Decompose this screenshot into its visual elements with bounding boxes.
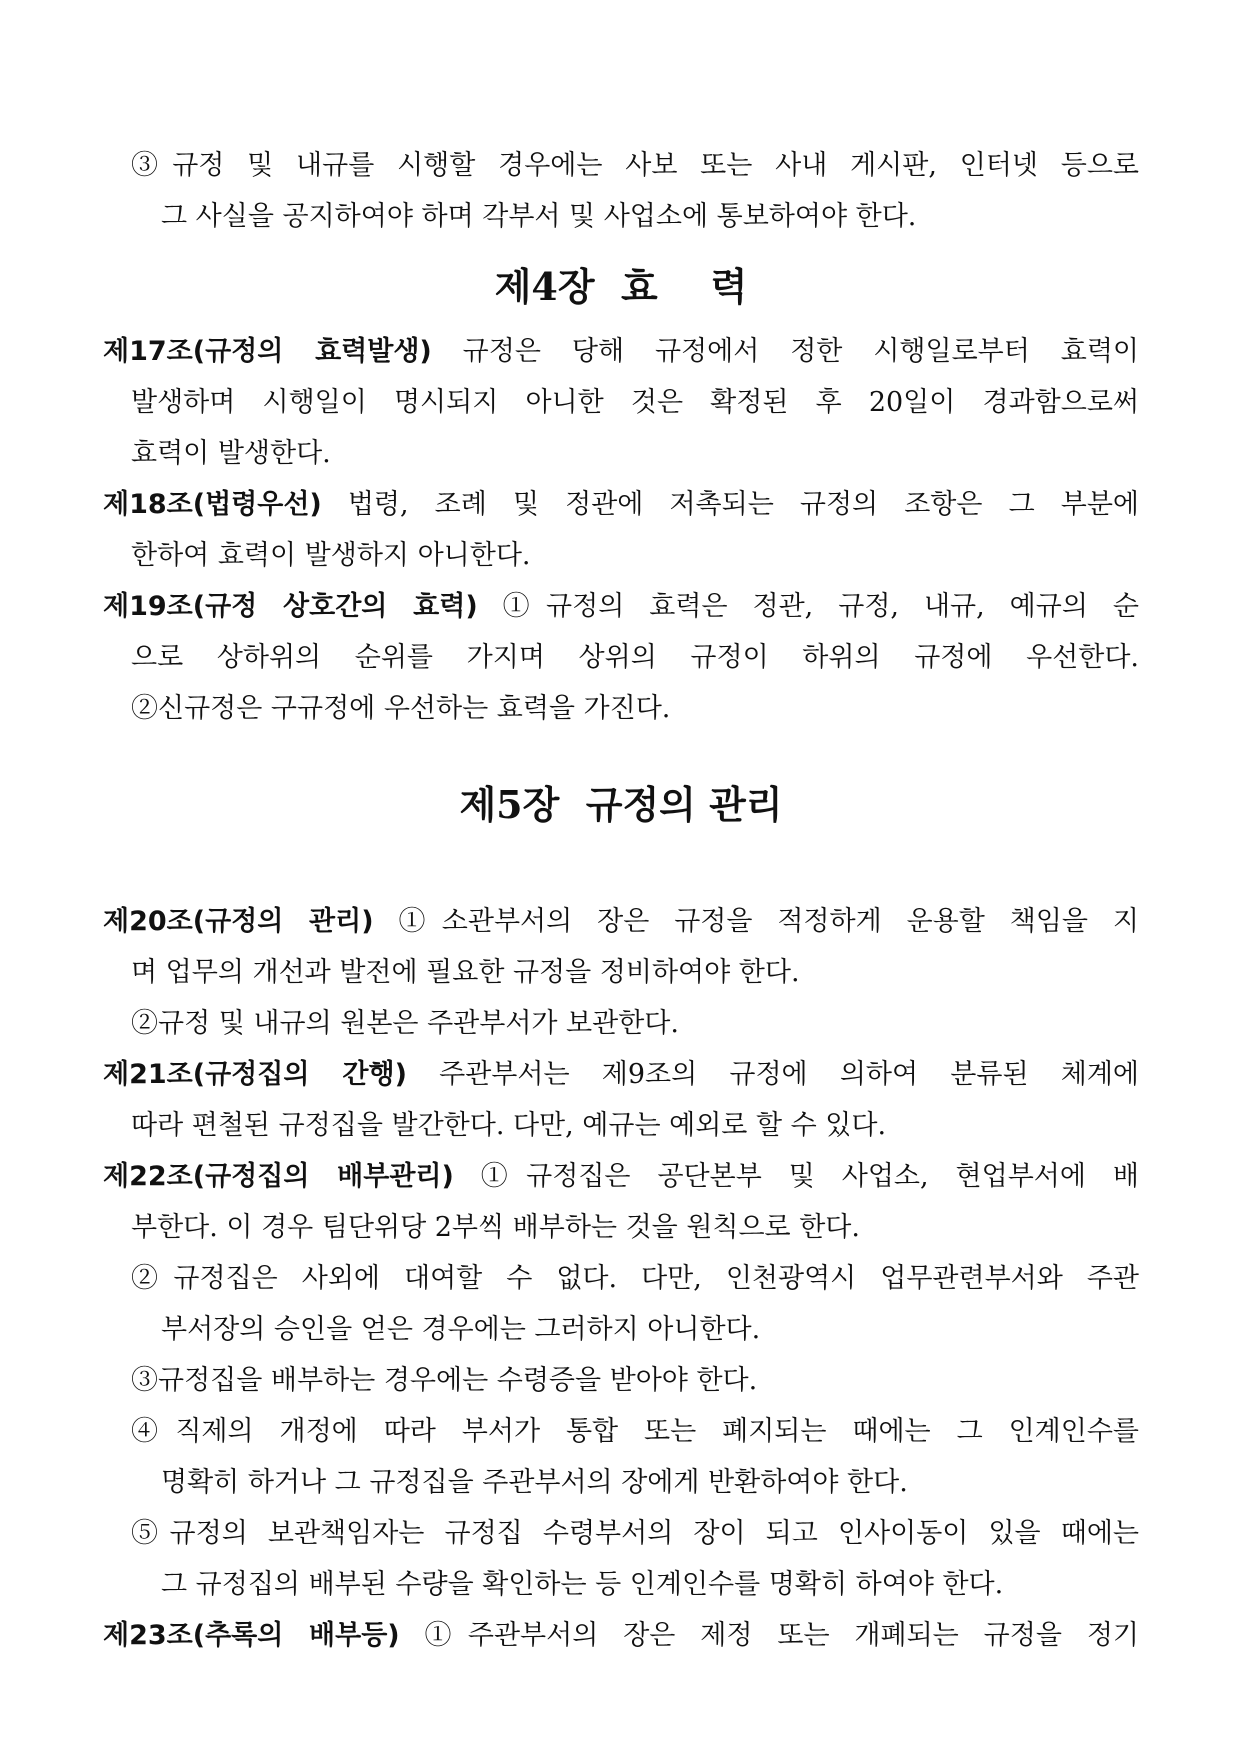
article-19-text-1: ①규정의 효력은 정관, 규정, 내규, 예규의 순 [477, 591, 1139, 622]
article-22-line-2: 부한다. 이 경우 팀단위당 2부씩 배부하는 것을 원칙으로 한다. [131, 1212, 860, 1243]
intro-clause [103, 140, 1139, 242]
article-19 [103, 581, 1139, 734]
article-18-heading: 제18조(법령우선) [103, 489, 322, 520]
article-19-line-1 [103, 581, 1139, 632]
article-17 [103, 326, 1139, 479]
article-22-clause-2-line-1: ②규정집은 사외에 대여할 수 없다. 다만, 인천광역시 업무관련부서와 주관 [131, 1263, 1139, 1294]
article-20-heading: 제20조(규정의 관리) [103, 906, 374, 937]
article-22-heading: 제22조(규정집의 배부관리) [103, 1161, 454, 1192]
article-18-text-1: 법령, 조례 및 정관에 저촉되는 규정의 조항은 그 부분에 [321, 489, 1139, 520]
article-23-line-1 [103, 1610, 1139, 1661]
article-20-line-1 [103, 896, 1139, 947]
article-17-heading: 제17조(규정의 효력발생) [103, 336, 432, 367]
article-21 [103, 1049, 1139, 1151]
article-22-clause-5-line-2: 그 규정집의 배부된 수량을 확인하는 등 인계인수를 명확히 하여야 한다. [161, 1569, 1004, 1600]
article-17-line-2: 발생하며 시행일이 명시되지 아니한 것은 확정된 후 20일이 경과함으로써 [131, 387, 1139, 418]
article-21-heading: 제21조(규정집의 간행) [103, 1059, 407, 1090]
article-20-text-1: ①소관부서의 장은 규정을 적정하게 운용할 책임을 지 [373, 906, 1139, 937]
article-17-line-1 [103, 326, 1139, 377]
article-20-line-3: ②규정 및 내규의 원본은 주관부서가 보관한다. [131, 1008, 679, 1039]
article-22-clause-2-line-2: 부서장의 승인을 얻은 경우에는 그러하지 아니한다. [161, 1314, 761, 1345]
article-17-text-1: 규정은 당해 규정에서 정한 시행일로부터 효력이 [431, 336, 1140, 367]
article-22 [103, 1151, 1139, 1610]
article-18-line-1 [103, 479, 1139, 530]
article-19-line-3: ②신규정은 구규정에 우선하는 효력을 가진다. [131, 693, 671, 724]
article-22-clause-4-line-2: 명확히 하거나 그 규정집을 주관부서의 장에게 반환하여야 한다. [161, 1467, 908, 1498]
article-22-clause-3-line-1: ③규정집을 배부하는 경우에는 수령증을 받아야 한다. [131, 1365, 758, 1396]
article-18 [103, 479, 1139, 581]
chapter-5-title: 제5장 규정의 관리 [459, 782, 783, 827]
article-22-clause-4-line-1: ④직제의 개정에 따라 부서가 통합 또는 폐지되는 때에는 그 인계인수를 [131, 1416, 1139, 1447]
article-22-text-1: ①규정집은 공단본부 및 사업소, 현업부서에 배 [453, 1161, 1139, 1192]
article-20-line-2: 며 업무의 개선과 발전에 필요한 규정을 정비하여야 한다. [131, 957, 800, 988]
intro-line-1: ③규정 및 내규를 시행할 경우에는 사보 또는 사내 게시판, 인터넷 등으로 [131, 150, 1139, 181]
article-20 [103, 896, 1139, 1049]
article-23 [103, 1610, 1139, 1661]
article-21-line-2: 따라 편철된 규정집을 발간한다. 다만, 예규는 예외로 할 수 있다. [131, 1110, 887, 1141]
article-19-heading: 제19조(규정 상호간의 효력) [103, 591, 478, 622]
article-19-line-2: 으로 상하위의 순위를 가지며 상위의 규정이 하위의 규정에 우선한다. [131, 642, 1139, 673]
article-18-line-2: 한하여 효력이 발생하지 아니한다. [131, 540, 531, 571]
article-21-line-1 [103, 1049, 1139, 1100]
article-23-heading: 제23조(추록의 배부등) [103, 1620, 400, 1651]
article-22-line-1 [103, 1151, 1139, 1202]
article-17-line-3: 효력이 발생한다. [131, 438, 331, 469]
chapter-4-title: 제4장 효 력 [494, 264, 748, 309]
article-21-text-1: 주관부서는 제9조의 규정에 의하여 분류된 체계에 [406, 1059, 1139, 1090]
intro-line-2: 그 사실을 공지하여야 하며 각부서 및 사업소에 통보하여야 한다. [161, 201, 917, 232]
article-22-clause-5-line-1: ⑤규정의 보관책임자는 규정집 수령부서의 장이 되고 인사이동이 있을 때에는 [131, 1518, 1139, 1549]
article-23-text-1: ①주관부서의 장은 제정 또는 개폐되는 규정을 정기 [399, 1620, 1139, 1651]
